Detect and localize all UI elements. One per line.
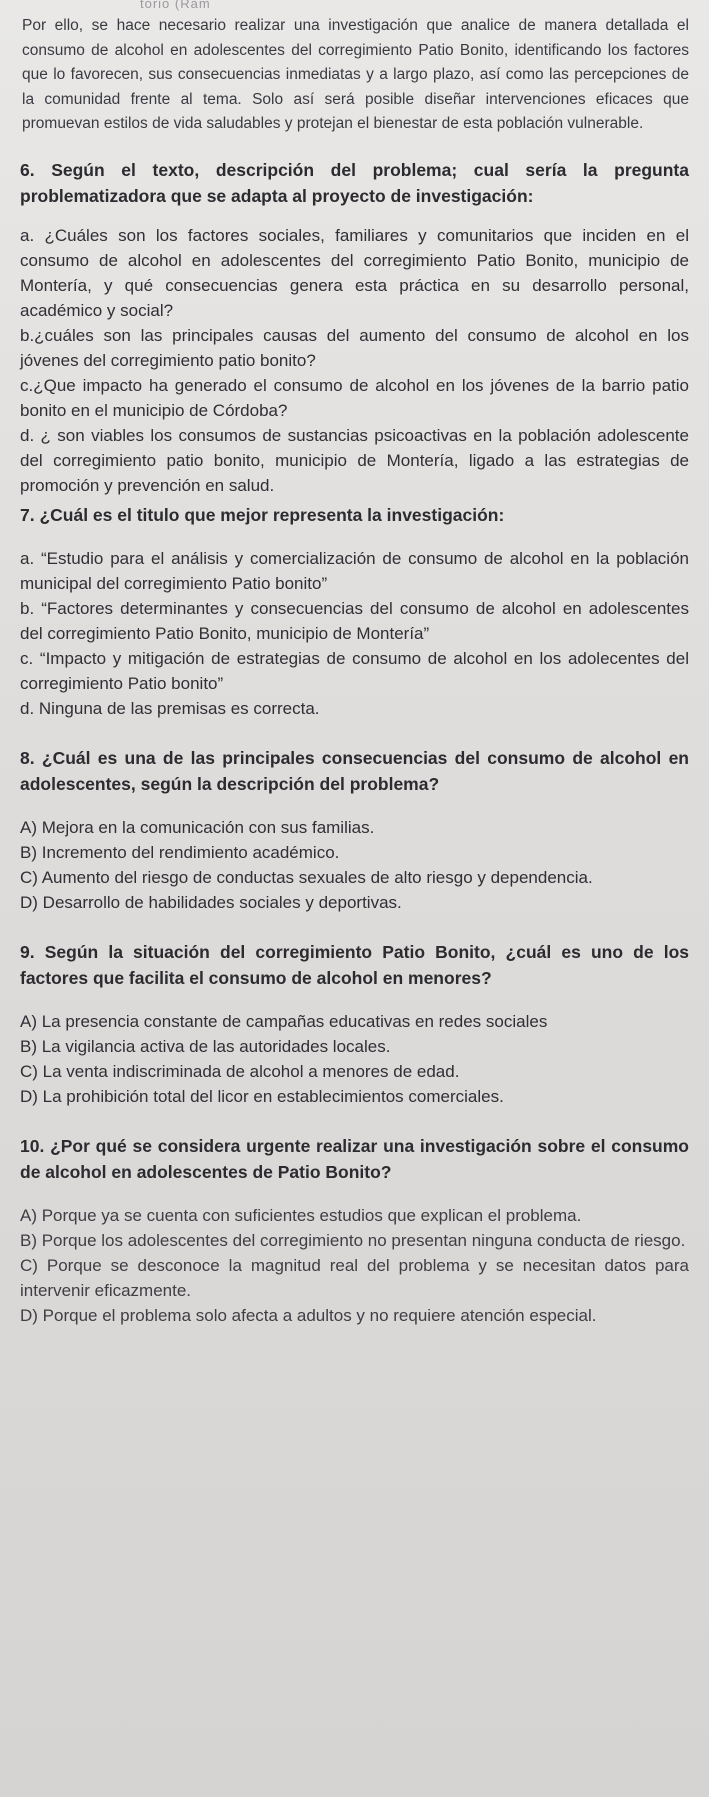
question-8-option-c: C) Aumento del riesgo de conductas sexuales de alto riesgo y dependencia. <box>20 867 593 887</box>
question-7-option-a: a. “Estudio para el análisis y comercialización de consumo de alcohol en la población municipal del corregimiento Patio bonito” <box>20 548 689 593</box>
question-10-option-a: A) Porque ya se cuenta con suficientes estudios que explican el problema. <box>20 1205 582 1225</box>
question-9 <box>20 939 689 1109</box>
question-8 <box>20 745 689 915</box>
question-6 <box>20 157 689 498</box>
question-6-option-a: a. ¿Cuáles son los factores sociales, familiares y comunitarios que inciden en el consumo de alcohol en adolescentes del corregimiento Patio Bonito, municipio de Montería, y qué consecuencias genera esta práctica en su desarrollo personal, académico y social? <box>20 225 689 320</box>
question-6-option-b: b.¿cuáles son las principales causas del aumento del consumo de alcohol en los jóvenes del corregimiento patio bonito? <box>20 325 689 370</box>
question-10-option-c: C) Porque se desconoce la magnitud real del problema y se necesitan datos para intervenir eficazmente. <box>20 1255 689 1300</box>
question-6-option-c: c.¿Que impacto ha generado el consumo de alcohol en los jóvenes de la barrio patio bonito en el municipio de Córdoba? <box>20 375 689 420</box>
question-9-option-d: D) La prohibición total del licor en establecimientos comerciales. <box>20 1086 504 1106</box>
question-6-option-d: d. ¿ son viables los consumos de sustancias psicoactivas en la población adolescente del corregimiento patio bonito, municipio de Montería, ligado a las estrategias de promoción y prevención en salud. <box>20 425 689 495</box>
intro-paragraph: Por ello, se hace necesario realizar una investigación que analice de manera detallada el consumo de alcohol en adolescentes del corregimiento Patio Bonito, identificando los factores que lo favorecen, sus consecuencias inmediatas y a largo plazo, así como las percepciones de la comunidad frente al tema. Solo así será posible diseñar intervenciones eficaces que promuevan estilos de vida saludables y protejan el bienestar de esta población vulnerable. <box>22 17 689 132</box>
spacer <box>20 919 689 939</box>
question-8-text: 8. ¿Cuál es una de las principales consecuencias del consumo de alcohol en adolescentes, según la descripción del problema? <box>20 747 689 794</box>
question-7-option-d: d. Ninguna de las premisas es correcta. <box>20 698 320 718</box>
question-8-option-d: D) Desarrollo de habilidades sociales y deportivas. <box>20 892 402 912</box>
question-7 <box>20 502 689 721</box>
question-9-option-a: A) La presencia constante de campañas educativas en redes sociales <box>20 1011 548 1031</box>
question-10-option-d: D) Porque el problema solo afecta a adultos y no requiere atención especial. <box>20 1305 597 1325</box>
spacer <box>20 1113 689 1133</box>
question-8-option-b: B) Incremento del rendimiento académico. <box>20 842 340 862</box>
question-10-option-b: B) Porque los adolescentes del corregimiento no presentan ninguna conducta de riesgo. <box>20 1230 686 1250</box>
question-9-option-c: C) La venta indiscriminada de alcohol a menores de edad. <box>20 1061 460 1081</box>
question-9-option-b: B) La vigilancia activa de las autoridades locales. <box>20 1036 391 1056</box>
question-7-text: 7. ¿Cuál es el titulo que mejor representa la investigación: <box>20 504 505 525</box>
question-6-text: 6. Según el texto, descripción del problema; cual sería la pregunta problematizadora que se adapta al proyecto de investigación: <box>20 159 689 206</box>
question-9-text: 9. Según la situación del corregimiento Patio Bonito, ¿cuál es uno de los factores que facilita el consumo de alcohol en menores? <box>20 941 689 988</box>
question-7-option-b: b. “Factores determinantes y consecuencias del consumo de alcohol en adolescentes del corregimiento Patio Bonito, municipio de Montería” <box>20 598 689 643</box>
header-fragment: torio (Ram <box>140 0 211 11</box>
question-10-text: 10. ¿Por qué se considera urgente realizar una investigación sobre el consumo de alcohol en adolescentes de Patio Bonito? <box>20 1135 689 1182</box>
question-7-option-c: c. “Impacto y mitigación de estrategias de consumo de alcohol en los adolecentes del corregimiento Patio bonito” <box>20 648 689 693</box>
question-10 <box>20 1133 689 1328</box>
spacer <box>20 725 689 745</box>
question-8-option-a: A) Mejora en la comunicación con sus familias. <box>20 817 375 837</box>
